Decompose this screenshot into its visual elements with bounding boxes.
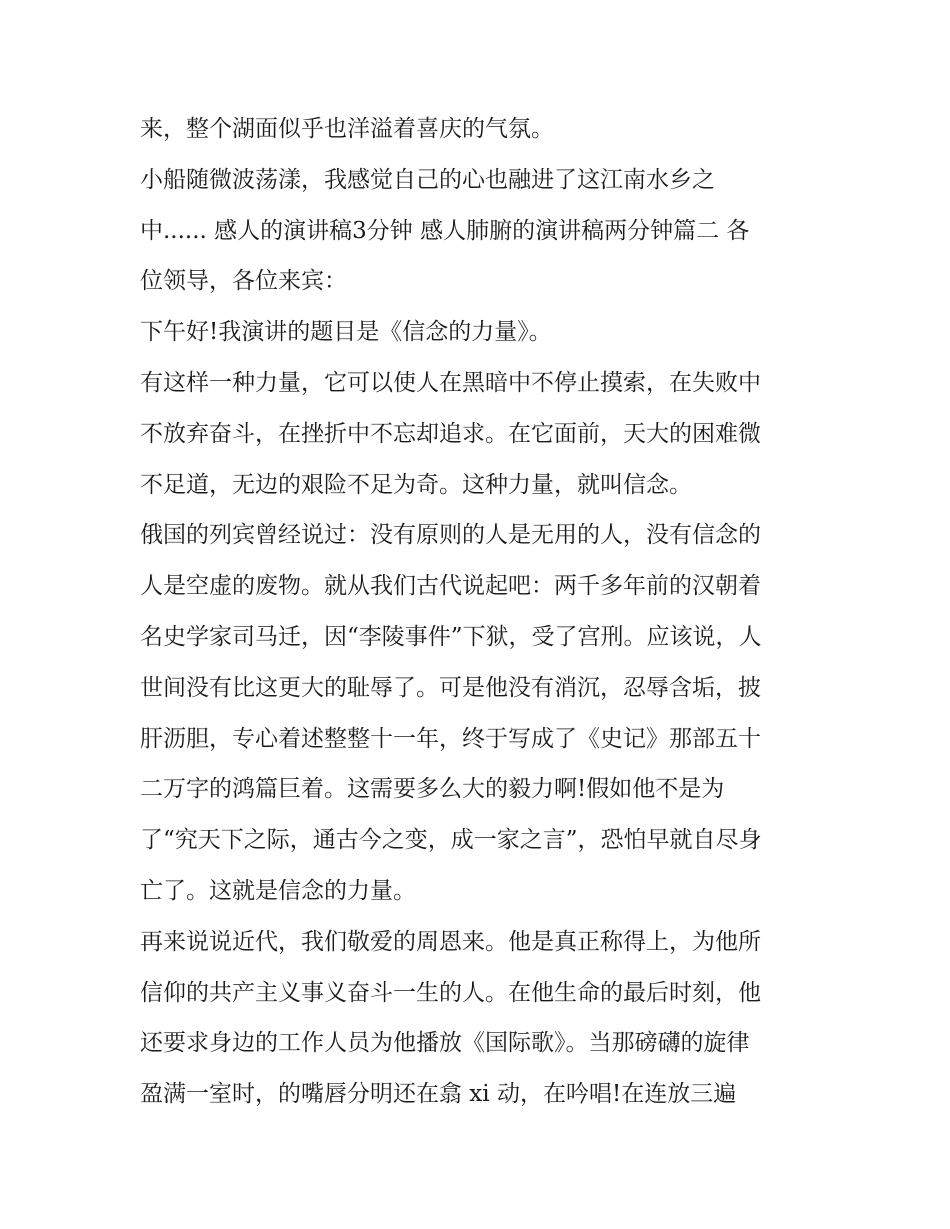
- text-line: 了“究天下之际，通古今之变，成一家之言”，恐怕早就自尽身: [140, 827, 762, 854]
- text-line: 亡了。这就是信念的力量。: [140, 877, 416, 904]
- text-line: 来，整个湖面似乎也洋溢着喜庆的气氛。: [140, 116, 554, 142]
- text-line: 中...... 感人的演讲稿3分钟 感人肺腑的演讲稿两分钟篇二 各: [140, 217, 750, 244]
- text-line: 不放弃奋斗，在挫折中不忘却追求。在它面前，天大的困难微: [140, 420, 761, 447]
- text-line: 二万字的鸿篇巨着。这需要多么大的毅力啊!假如他不是为: [140, 776, 725, 803]
- text-line: 有这样一种力量，它可以使人在黑暗中不停止摸索，在失败中: [140, 369, 761, 396]
- text-line: 盈满一室时，的嘴唇分明还在翕 xi 动，在吟唱!在连放三遍: [140, 1081, 737, 1108]
- text-line: 人是空虚的废物。就从我们古代说起吧：两千多年前的汉朝着: [140, 573, 761, 600]
- text-line: 不足道，无边的艰险不足为奇。这种力量，就叫信念。: [140, 471, 692, 498]
- text-line: 俄国的列宾曾经说过：没有原则的人是无用的人，没有信念的: [140, 522, 761, 549]
- text-line: 信仰的共产主义事义奋斗一生的人。在他生命的最后时刻，他: [140, 979, 761, 1006]
- document-body: [140, 104, 820, 1120]
- text-line: 小船随微波荡漾，我感觉自己的心也融进了这江南水乡之: [140, 166, 715, 193]
- text-line: 还要求身边的工作人员为他播放《国际歌》。当那磅礴的旋律: [140, 1030, 750, 1057]
- text-line: 再来说说近代，我们敬爱的周恩来。他是真正称得上，为他所: [140, 928, 761, 955]
- text-line: 世间没有比这更大的耻辱了。可是他没有消沉，忍辱含垢，披: [140, 674, 761, 701]
- text-line: 位领导，各位来宾：: [140, 268, 347, 295]
- text-line: 名史学家司马迁，因“李陵事件”下狱，受了宫刑。应该说，人: [140, 623, 762, 650]
- text-line: 下午好!我演讲的题目是《信念的力量》。: [140, 319, 552, 346]
- text-line: 肝沥胆，专心着述整整十一年，终于写成了《史记》那部五十: [140, 725, 761, 752]
